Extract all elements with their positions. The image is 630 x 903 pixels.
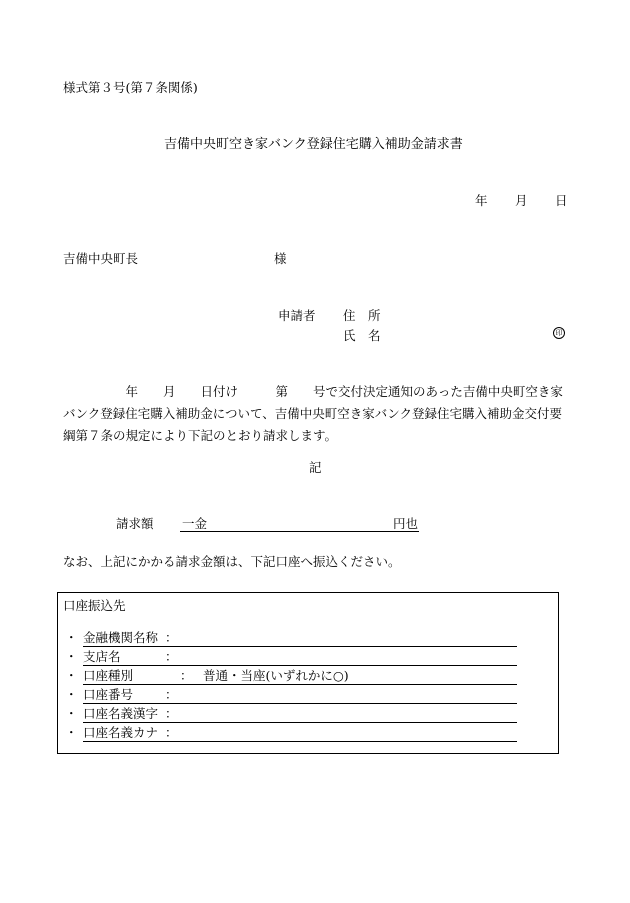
account-row-bank-name — [58, 632, 560, 648]
account-row-underline — [83, 722, 517, 723]
applicant-label: 申請者 — [278, 308, 316, 323]
bullet: ・ — [65, 630, 78, 645]
account-row-underline — [83, 741, 517, 742]
account-row-holder-kanji — [58, 708, 560, 724]
bullet: ・ — [65, 725, 78, 740]
form-number: 様式第３号(第７条関係) — [63, 80, 198, 95]
date-year-label: 年 — [475, 193, 488, 208]
claim-label: 請求額 — [116, 516, 154, 531]
account-row-colon: ： — [165, 630, 178, 645]
account-row-colon: ： — [165, 725, 178, 740]
account-row-account-type — [58, 670, 560, 686]
ki-label: 記 — [309, 460, 322, 475]
date-month-label: 月 — [515, 193, 528, 208]
account-row-underline — [83, 684, 517, 685]
document-title: 吉備中央町空き家バンク登録住宅購入補助金請求書 — [164, 137, 463, 152]
addressee-honorific: 様 — [274, 251, 287, 266]
addressee-name: 吉備中央町長 — [63, 251, 139, 266]
seal-mark-icon: 印 — [553, 327, 565, 339]
claim-unit: 円也 — [393, 516, 419, 531]
account-heading: 口座振込先 — [63, 598, 126, 613]
date-day-label: 日 — [555, 193, 568, 208]
account-row-underline — [83, 665, 517, 666]
claim-amount-underline — [180, 531, 419, 532]
transfer-note: なお、上記にかかる請求金額は、下記口座へ振込ください。 — [63, 554, 401, 569]
bullet: ・ — [65, 668, 78, 683]
account-row-colon: ： — [165, 687, 178, 702]
account-row-colon: ： — [165, 706, 178, 721]
account-row-underline — [83, 646, 517, 647]
account-row-colon: ： — [165, 649, 178, 664]
body-paragraph: 年 月 日付け 第 号で交付決定通知のあった吉備中央町空き家バンク登録住宅購入補助金について、吉備中央町空き家バンク登録住宅購入補助金交付要綱第７条の規定により下記のとおり請求します。 — [63, 384, 563, 443]
bullet: ・ — [65, 649, 78, 664]
account-row-label: 口座名義漢字 — [83, 706, 159, 721]
bullet: ・ — [65, 706, 78, 721]
account-row-colon: ： — [180, 668, 193, 683]
account-row-label: 支店名 — [83, 649, 121, 664]
account-transfer-box — [57, 592, 559, 754]
account-row-account-number — [58, 689, 560, 705]
account-row-label: 口座種別 — [83, 668, 134, 683]
bullet: ・ — [65, 687, 78, 702]
applicant-name-label: 氏 名 — [343, 328, 381, 343]
account-row-label: 口座番号 — [83, 687, 134, 702]
account-row-label: 金融機関名称 — [83, 630, 159, 645]
applicant-address-label: 住 所 — [343, 308, 381, 323]
account-row-branch-name — [58, 651, 560, 667]
account-row-value: 普通・当座(いずれかに○) — [203, 668, 349, 683]
account-row-underline — [83, 703, 517, 704]
claim-prefix: 一金 — [182, 516, 208, 531]
account-row-holder-kana — [58, 727, 560, 743]
account-row-label: 口座名義カナ — [83, 725, 159, 740]
